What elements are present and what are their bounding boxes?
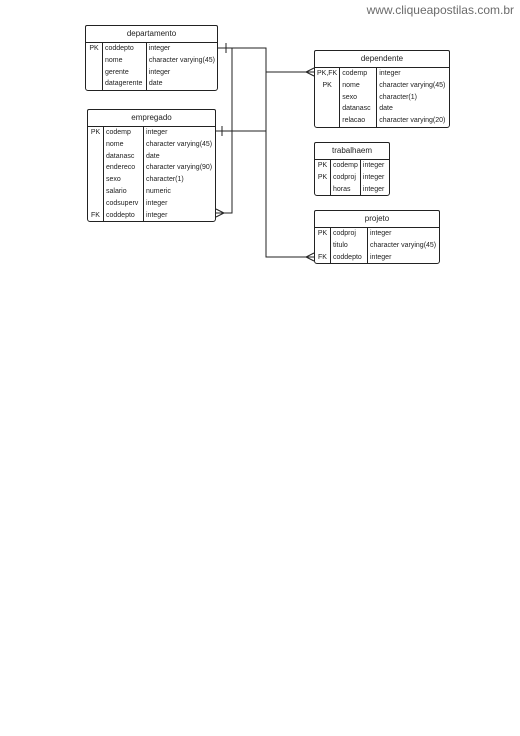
entity-title: empregado [88, 110, 215, 127]
table-row [88, 210, 214, 222]
column-type: character varying(45) [379, 81, 446, 89]
table-row [315, 228, 438, 240]
entity-columns [315, 228, 438, 263]
table-row [86, 55, 217, 67]
column-type: character varying(45) [146, 140, 213, 148]
column-name: coddepto [102, 43, 146, 55]
entity-columns [315, 160, 386, 195]
table-row [315, 172, 386, 184]
table-row [88, 162, 214, 174]
table-row [315, 68, 447, 80]
column-type: character varying(45) [148, 56, 215, 64]
table-row [88, 186, 214, 198]
table-row [315, 115, 447, 127]
entity-dependente [314, 50, 450, 128]
key-cell [315, 103, 340, 115]
link-empregado-fk [216, 131, 232, 213]
column-name: codemp [340, 68, 377, 80]
key-cell [315, 92, 340, 104]
column-name: codemp [104, 127, 144, 139]
key-cell [315, 115, 340, 127]
entity-title: departamento [86, 26, 217, 43]
column-name: nome [102, 55, 146, 67]
key-cell [88, 174, 104, 186]
key-cell: PK [315, 172, 331, 184]
table-row [315, 92, 447, 104]
key-cell: PK [86, 43, 102, 55]
column-type: integer [370, 230, 392, 237]
column-name: horas [331, 184, 361, 196]
column-name: titulo [331, 240, 368, 252]
table-row [315, 103, 447, 115]
column-type: integer [148, 68, 171, 76]
entity-title: dependente [315, 51, 449, 68]
key-cell: FK [88, 210, 104, 222]
column-type: character varying(20) [379, 117, 446, 125]
entity-empregado [87, 109, 216, 222]
entity-columns [86, 43, 217, 90]
column-name: codemp [331, 160, 361, 172]
key-cell: PK,FK [315, 68, 340, 80]
column-type: character(1) [379, 93, 417, 101]
column-name: coddepto [331, 252, 368, 264]
column-type: integer [146, 211, 168, 219]
column-name: codsuperv [104, 198, 144, 210]
table-row [88, 198, 214, 210]
key-cell [88, 139, 104, 151]
column-name: salario [104, 186, 144, 198]
column-name: relacao [340, 115, 377, 127]
column-type: integer [362, 162, 385, 169]
column-type: integer [362, 185, 385, 193]
column-type: character varying(90) [146, 164, 213, 172]
column-type: character varying(45) [370, 241, 437, 249]
column-name: sexo [104, 174, 144, 186]
column-type: character(1) [146, 176, 184, 184]
watermark: www.cliqueapostilas.com.br [366, 3, 514, 17]
entity-title: trabalhaem [315, 143, 389, 160]
entity-departamento [85, 25, 218, 91]
link-empregado-dependente [216, 72, 314, 131]
table-row [88, 139, 214, 151]
column-type: integer [379, 70, 401, 77]
table-row [315, 252, 438, 264]
column-type: integer [362, 173, 385, 181]
key-cell: PK [315, 228, 331, 240]
table-row [88, 174, 214, 186]
column-type: date [146, 152, 160, 160]
column-type: integer [146, 129, 168, 136]
column-name: codproj [331, 172, 361, 184]
table-row [88, 151, 214, 163]
entity-trabalhaem [314, 142, 390, 196]
column-type: date [148, 80, 163, 88]
column-name: codproj [331, 228, 368, 240]
column-type: date [379, 105, 393, 113]
table-row [88, 127, 214, 139]
column-name: nome [104, 139, 144, 151]
key-cell: PK [315, 80, 340, 92]
key-cell: FK [315, 252, 331, 264]
entity-title: projeto [315, 211, 439, 228]
key-cell: PK [315, 160, 331, 172]
table-row [86, 78, 217, 90]
key-cell [86, 67, 102, 79]
column-name: sexo [340, 92, 377, 104]
entity-columns [315, 68, 447, 127]
key-cell [315, 184, 331, 196]
table-row [315, 80, 447, 92]
column-name: gerente [102, 67, 146, 79]
column-name: nome [340, 80, 377, 92]
table-row [86, 43, 217, 55]
key-cell [315, 240, 331, 252]
table-row [86, 67, 217, 79]
entity-columns [88, 127, 214, 221]
table-row [315, 240, 438, 252]
entity-projeto [314, 210, 440, 264]
column-name: coddepto [104, 210, 144, 222]
column-type: integer [370, 253, 392, 261]
column-type: numeric [146, 187, 171, 195]
column-name: datanasc [104, 151, 144, 163]
key-cell [88, 198, 104, 210]
column-type: integer [148, 45, 171, 52]
column-type: integer [146, 199, 168, 207]
table-row [315, 184, 386, 196]
key-cell [86, 55, 102, 67]
key-cell [86, 78, 102, 90]
column-name: endereco [104, 162, 144, 174]
key-cell [88, 162, 104, 174]
column-name: datanasc [340, 103, 377, 115]
column-name: datagerente [102, 78, 146, 90]
key-cell: PK [88, 127, 104, 139]
key-cell [88, 186, 104, 198]
key-cell [88, 151, 104, 163]
table-row [315, 160, 386, 172]
